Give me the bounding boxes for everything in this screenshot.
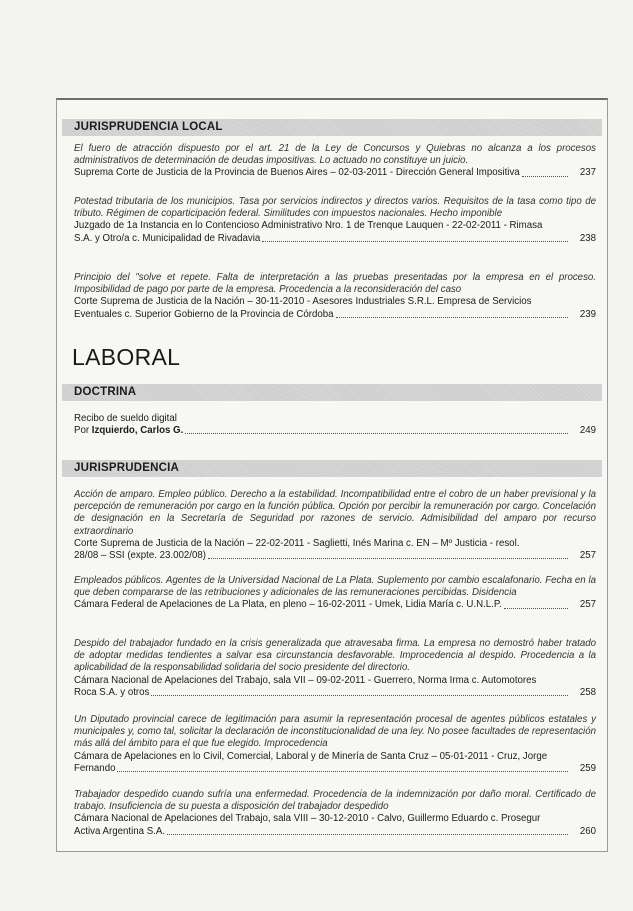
citation-text: Cámara Federal de Apelaciones de La Plata, en pleno – 16-02-2011 - Umek, Lidia María c. U.N.L.P. <box>74 599 502 611</box>
citation-text: Eventuales c. Superior Gobierno de la Provincia de Córdoba <box>74 308 334 320</box>
citation-text: S.A. y Otro/a c. Municipalidad de Rivadavia <box>74 232 261 244</box>
entry-citation[interactable] <box>74 763 596 775</box>
entry-description: Empleados públicos. Agentes de la Universidad Nacional de La Plata. Suplemento por cambio escalafonario. Fecha en la que deben compararse de las retribuciones y adicionales de las remuneraciones percibidas. Disidencia <box>74 575 596 599</box>
author: Por Izquierdo, Carlos G. <box>74 425 184 437</box>
entry-description: Acción de amparo. Empleo público. Derecho a la estabilidad. Incompatibilidad entre el cobro de un haber previsional y la percepción de remuneración por cargo en la función pública. Opción por percibir la remuneración por cargo. Concelación de designación en la Secretaría de Seguridad por razones de servicio. Admisibilidad del amparo por recurso extraordinario <box>74 489 596 537</box>
citation-text: Suprema Corte de Justicia de la Provincia de Buenos Aires – 02-03-2011 - Dirección General Impositiva <box>74 167 520 179</box>
list-item <box>74 714 596 775</box>
page-number: 237 <box>579 167 596 179</box>
page-number: 257 <box>579 550 596 562</box>
entry-citation[interactable] <box>74 687 596 699</box>
author-name: Izquierdo, Carlos G. <box>91 425 184 437</box>
page-number: 260 <box>579 825 596 837</box>
page-number: 258 <box>579 686 596 698</box>
leader-dots <box>336 317 568 318</box>
leader-dots <box>117 771 568 772</box>
entry-description: Potestad tributaria de los municipios. Tasa por servicios indirectos y directos varios. Requisitos de la tasa como tipo de tributo. Régimen de coparticipación federal. Similitudes con impuestos nacionales. Hecho imponible <box>74 196 596 220</box>
leader-dots <box>167 834 568 835</box>
section-title-laboral: LABORAL <box>72 344 181 370</box>
leader-dots <box>504 608 568 609</box>
entry-citation[interactable] <box>74 599 596 611</box>
list-item <box>74 638 596 699</box>
entry-citation[interactable] <box>74 826 596 838</box>
leader-dots <box>262 241 568 242</box>
page-number: 257 <box>579 599 596 611</box>
citation-text: Corte Suprema de Justicia de la Nación – 30-11-2010 - Asesores Industriales S.R.L. Empresa de Servicios <box>74 296 532 308</box>
entry-description: Despido del trabajador fundado en la crisis generalizada que atravesaba firma. La empresa no demostró haber tratado de adoptar medidas tendientes a salvar esa circunstancia desfavorable. Improcedencia al despido. Procedencia a la aplicabilidad de la responsabilidad solidaria del socio presidente del directorio. <box>74 638 596 674</box>
list-item <box>74 272 596 321</box>
leader-dots <box>151 695 568 696</box>
doctrina-title: Recibo de sueldo digital <box>74 413 177 424</box>
citation-text: Cámara de Apelaciones en lo Civil, Comercial, Laboral y de Minería de Santa Cruz – 05-01-2011 - Cruz, Jorge <box>74 750 548 762</box>
entry-description: El fuero de atracción dispuesto por el art. 21 de la Ley de Concursos y Quiebras no alcanza a los procesos administrativos de determinación de deudas impositivas. Lo actuado no constituye un juicio. <box>74 143 596 167</box>
citation-text: Corte Suprema de Justicia de la Nación – 22-02-2011 - Saglietti, Inés Marina c. EN – Mº Justicia - resol. <box>74 537 520 549</box>
entry-description: Trabajador despedido cuando sufría una enfermedad. Procedencia de la indemnización por daño moral. Certificado de trabajo. Insuficiencia de su puesta a disposición del trabajador despedido <box>74 789 596 813</box>
citation-text: Cámara Nacional de Apelaciones del Trabajo, sala VIII – 30-12-2010 - Calvo, Guillermo Eduardo c. Prosegur <box>74 813 541 825</box>
section-header-jurisprudencia-local: JURISPRUDENCIA LOCAL <box>62 119 602 136</box>
citation-text: Activa Argentina S.A. <box>74 825 166 837</box>
page-number: 238 <box>579 232 596 244</box>
entry-citation[interactable] <box>74 425 596 437</box>
list-item <box>74 196 596 245</box>
list-item <box>74 789 596 838</box>
page-number: 239 <box>579 308 596 320</box>
leader-dots <box>208 558 568 559</box>
entry-citation[interactable] <box>74 550 596 562</box>
entry-description: Un Diputado provincial carece de legitimación para asumir la representación procesal de agentes públicos estatales y municipales y, como tal, solicitar la declaración de inconstitucionalidad de una ley. No posee facultades de representación más allá del ámbito para el que fue elegido. Improcedencia <box>74 714 596 750</box>
page-number: 259 <box>579 762 596 774</box>
list-item <box>74 489 596 562</box>
leader-dots <box>185 433 568 434</box>
entry-citation[interactable] <box>74 233 596 245</box>
citation-text: Juzgado de 1a Instancia en lo Contencioso Administrativo Nro. 1 de Trenque Lauquen - 22-02-2011 - Rimasa <box>74 220 543 232</box>
entry-description: Principio del "solve et repete. Falta de interpretación a las pruebas presentadas por la empresa en el proceso. Imposibilidad de pago por parte de la empresa. Procedencia a la reconsideración del caso <box>74 272 596 296</box>
page-number: 249 <box>579 425 596 437</box>
list-item <box>74 575 596 612</box>
citation-text: Roca S.A. y otros <box>74 686 150 698</box>
list-item <box>74 143 596 180</box>
list-item <box>74 413 596 437</box>
section-header-jurisprudencia: JURISPRUDENCIA <box>62 460 602 477</box>
entry-citation[interactable] <box>74 309 596 321</box>
leader-dots <box>522 176 568 177</box>
citation-text: Cámara Nacional de Apelaciones del Trabajo, sala VII – 09-02-2011 - Guerrero, Norma Irma c. Automotores <box>74 674 537 686</box>
section-header-doctrina: DOCTRINA <box>62 384 602 401</box>
citation-text: 28/08 – SSI (expte. 23.002/08) <box>74 550 206 562</box>
citation-text: Fernando <box>74 762 116 774</box>
entry-citation[interactable] <box>74 167 596 179</box>
